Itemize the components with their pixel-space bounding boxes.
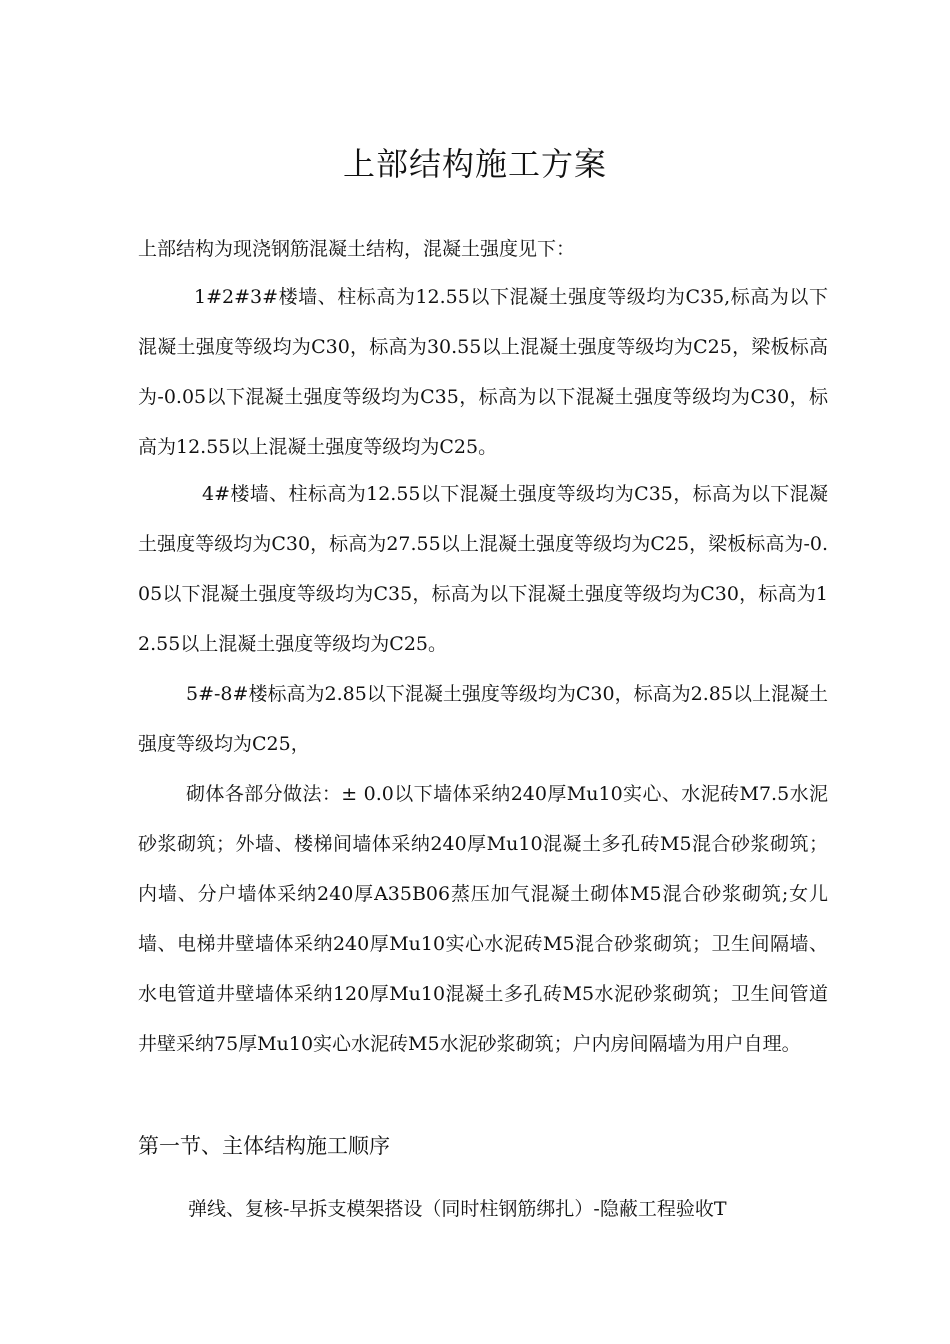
section-heading: 第一节、主体结构施工顺序: [138, 1134, 390, 1158]
paragraph-building-4: 4#楼墙、柱标高为12.55以下混凝土强度等级均为C35，标高为以下混凝土强度等级均为C30，标高为27.55以上混凝土强度等级均为C25，梁板标高为-0.05以下混凝土强度等级均为C35，标高为以下混凝土强度等级均为C30，标高为12.55以上混凝土强度等级均为C25。: [138, 483, 828, 655]
section-paragraph: 弹线、复核-早拆支模架搭设（同时柱钢筋绑扎）-隐蔽工程验收T: [188, 1198, 727, 1220]
document-title: 上部结构施工方案: [342, 145, 607, 183]
paragraph-buildings-1-3: 1#2#3#楼墙、柱标高为12.55以下混凝土强度等级均为C35,标高为以下混凝土强度等级均为C30，标高为30.55以上混凝土强度等级均为C25，梁板标高为-0.05以下混凝土强度等级均为C35，标高为以下混凝土强度等级均为C30，标高为12.55以上混凝土强度等级均为C25。: [138, 286, 828, 458]
paragraph-masonry: 砌体各部分做法：± 0.0以下墙体采纳240厚Mu10实心、水泥砖M7.5水泥砂浆砌筑；外墙、楼梯间墙体采纳240厚Mu10混凝土多孔砖M5混合砂浆砌筑；内墙、分户墙体采纳240厚A35B06蒸压加气混凝土砌体M5混合砂浆砌筑;女儿墙、电梯井壁墙体采纳240厚Mu10实心水泥砖M5混合砂浆砌筑；卫生间隔墙、水电管道井壁墙体采纳120厚Mu10混凝土多孔砖M5水泥砂浆砌筑；卫生间管道井壁采纳75厚Mu10实心水泥砖M5水泥砂浆砌筑；户内房间隔墙为用户自理。: [138, 783, 828, 1055]
intro-paragraph: 上部结构为现浇钢筋混凝土结构，混凝土强度见下：: [138, 238, 576, 260]
paragraph-buildings-5-8: 5#-8#楼标高为2.85以下混凝土强度等级均为C30，标高为2.85以上混凝土强度等级均为C25，: [138, 683, 828, 755]
